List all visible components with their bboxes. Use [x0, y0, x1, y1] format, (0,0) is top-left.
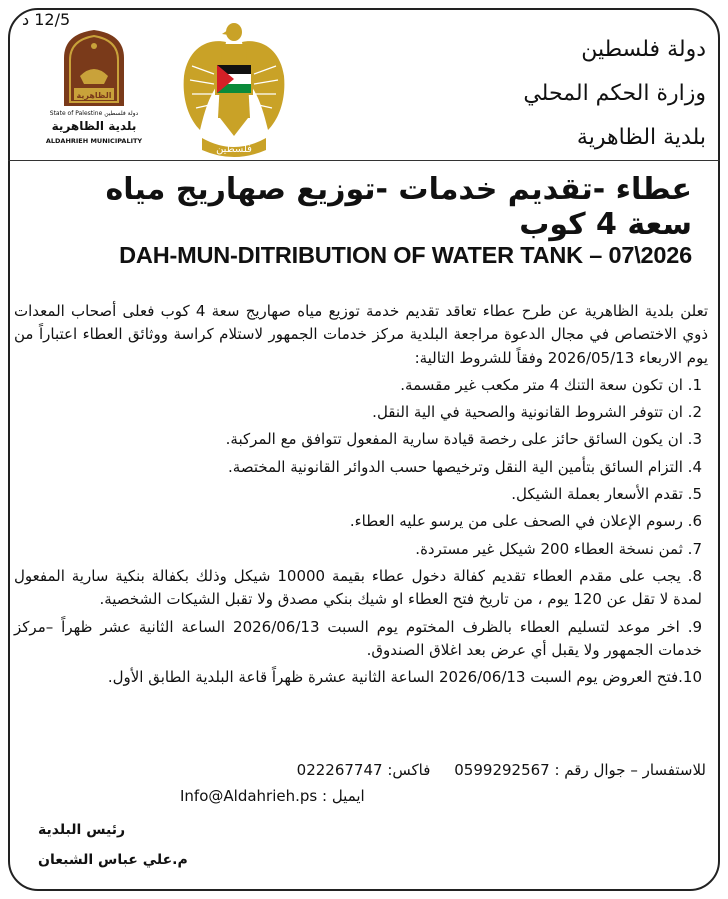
condition-item: 4. التزام السائق بتأمين الية النقل وترخيصها حسب الدوائر القانونية المختصة. [228, 457, 702, 476]
eagle-banner-text: فلسطين [216, 144, 252, 155]
municipality-emblem-icon [40, 28, 148, 108]
header-divider [8, 160, 720, 161]
tender-title-english: DAH-MUN-DITRIBUTION OF WATER TANK – 07\2026 [119, 242, 692, 268]
mobile-number[interactable]: 0599292567 [454, 761, 550, 779]
reference-number: 12/5 د [22, 10, 71, 29]
municipality-logo [40, 28, 148, 146]
condition-item: 2. ان تتوفر الشروط القانونية والصحية في الية النقل. [372, 403, 702, 422]
fax-label: فاكس: [387, 761, 431, 779]
condition-item: 9. اخر موعد لتسليم العطاء بالظرف المختوم يوم السبت 2026/06/13 الساعة الثانية عشر ظهراً –مركز خدمات الجمهور ولا يقبل أي عرض بعد اغلاق الصندوق. [14, 617, 703, 659]
email-address[interactable]: Info@Aldahrieh.ps [180, 787, 318, 805]
condition-item: 10.فتح العروض يوم السبت 2026/06/13 الساعة الثانية عشرة ظهراً قاعة البلدية الطابق الأول. [107, 668, 702, 687]
letterhead [446, 28, 706, 160]
logo-state-text: State of Palestine دولة فلسطين [49, 110, 139, 117]
palestine-eagle-icon [178, 18, 290, 158]
condition-item: 6. رسوم الإعلان في الصحف على من يرسو عليه العطاء. [349, 512, 702, 531]
logo-name-en: ALDAHRIEH MUNICIPALITY [45, 137, 143, 145]
contact-line [297, 761, 706, 779]
email-line [180, 787, 365, 805]
intro-paragraph: تعلن بلدية الظاهرية عن طرح عطاء تعاقد تقديم خدمة توزيع مياه صهاريج سعة 4 كوب فعلى أصحاب المعدات ذوي الاختصاص في مجال الدعوة مراجعة البلدية مركز خدمات الجمهور لاستلام كراسة ووثائق العطاء اعتباراً من يوم الاربعاء 2026/05/13 وفقاً للشروط التالية: [14, 302, 708, 367]
condition-item: 3. ان يكون السائق حائز على رخصة قيادة سارية المفعول تتوافق مع المركبة. [225, 430, 702, 449]
condition-item: 7. ثمن نسخة العطاء 200 شيكل غير مستردة. [415, 539, 702, 558]
email-label: ايميل : [322, 787, 365, 805]
tender-body [14, 300, 708, 689]
condition-item: 1. ان تكون سعة التنك 4 متر مكعب غير مقسمة. [400, 375, 702, 394]
emblem-label: الظاهرية [76, 91, 112, 100]
condition-item: 5. تقدم الأسعار بعملة الشيكل. [511, 485, 702, 504]
inquiry-label: للاستفسار – جوال رقم : [554, 761, 706, 779]
condition-item: 8. يجب على مقدم العطاء تقديم كفالة دخول عطاء بقيمة 10000 شيكل وذلك بكفالة بنكية سارية المفعول لمدة لا تقل عن 120 يوم ، من تاريخ فتح العطاء او شيك بنكي مصدق ولا تقبل الشيكات الشخصية. [14, 566, 703, 609]
ministry-name: وزارة الحكم المحلي [523, 81, 706, 106]
municipality-name: بلدية الظاهرية [576, 125, 706, 150]
logo-name-ar: بلدية الظاهرية [51, 119, 137, 133]
state-name: دولة فلسطين [581, 37, 706, 62]
signature-role: رئيس البلدية [38, 822, 126, 838]
tender-title-arabic: عطاء -تقديم خدمات -توزيع صهاريج مياه سعة 4 كوب [105, 172, 692, 242]
fax-number: 022267747 [296, 761, 383, 779]
signature-name: م.علي عباس الشبعان [38, 852, 188, 868]
